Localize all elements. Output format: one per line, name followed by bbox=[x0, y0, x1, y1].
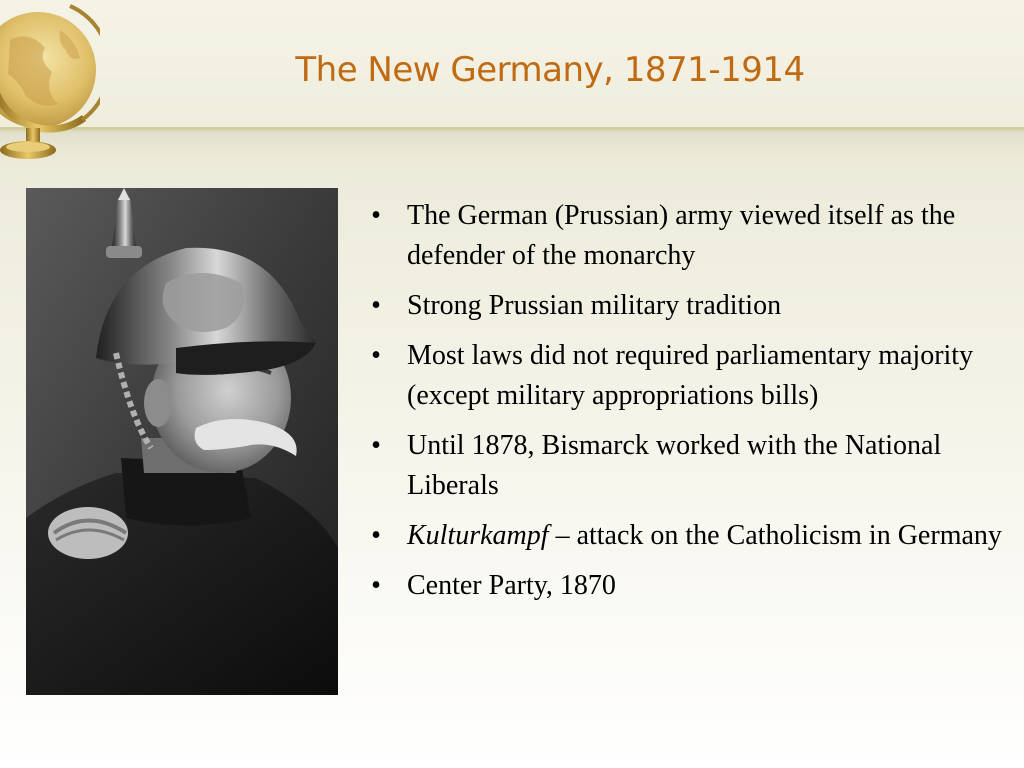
bullet-item bbox=[366, 196, 1006, 276]
bullet-marker: • bbox=[371, 520, 381, 551]
bullet-item bbox=[366, 336, 1006, 416]
bullet-item bbox=[366, 286, 1006, 326]
bullet-marker: • bbox=[371, 570, 381, 601]
bullet-marker: • bbox=[371, 430, 381, 461]
bullet-text: Until 1878, Bismarck worked with the National Liberals bbox=[407, 430, 942, 501]
slide-title: The New Germany, 1871-1914 bbox=[295, 50, 805, 90]
globe-icon bbox=[0, 0, 100, 170]
bullet-text: Center Party, 1870 bbox=[407, 570, 616, 601]
bullet-item bbox=[366, 566, 1006, 606]
portrait-photo bbox=[26, 188, 338, 695]
bullet-emphasis: Kulturkampf bbox=[407, 520, 549, 551]
bullet-text: Most laws did not required parliamentary majority (except military appropriations bills) bbox=[407, 340, 974, 411]
bullet-text: Strong Prussian military tradition bbox=[407, 290, 782, 321]
bullet-item bbox=[366, 516, 1006, 556]
bullet-marker: • bbox=[371, 200, 381, 231]
bullet-marker: • bbox=[371, 340, 381, 371]
bullet-list bbox=[366, 196, 1006, 616]
bullet-marker: • bbox=[371, 290, 381, 321]
bullet-text: – attack on the Catholicism in Germany bbox=[548, 520, 1002, 551]
bullet-text: The German (Prussian) army viewed itself as the defender of the monarchy bbox=[407, 200, 956, 271]
header-divider bbox=[0, 127, 1024, 130]
bullet-item bbox=[366, 426, 1006, 506]
